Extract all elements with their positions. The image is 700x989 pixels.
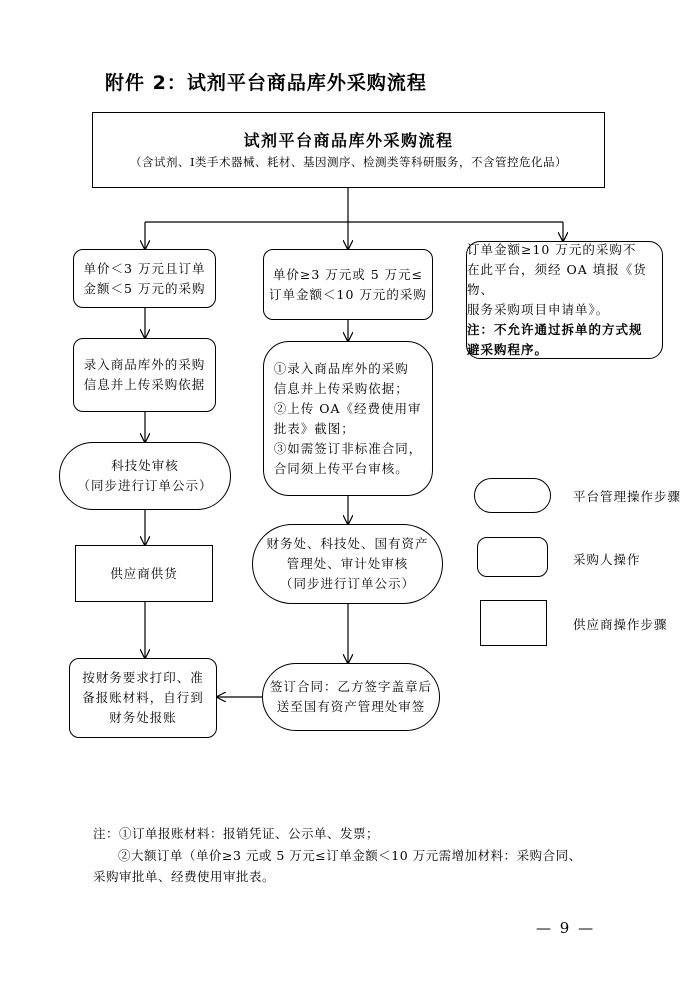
note-line-1: 注：①订单报账材料：报销凭证、公示单、发票； [93, 826, 380, 841]
legend-stadium-shape [474, 478, 551, 513]
left-condition-box [73, 249, 216, 308]
text-line: （同步进行订单公示） [279, 576, 415, 591]
flow-title: 试剂平台商品库外采购流程 [243, 131, 454, 150]
left-step-supplier [75, 545, 213, 602]
legend-label-platform: 平台管理操作步骤 [573, 489, 682, 504]
warning-line: 避采购程序。 [467, 342, 549, 357]
text-line: 录入商品库外的采购 [83, 357, 206, 372]
legend-label-supplier: 供应商操作步骤 [573, 617, 668, 632]
text-line: 信息并上传采购依据 [83, 377, 206, 392]
legend-label-purchaser: 采购人操作 [573, 552, 641, 567]
text-line: 服务采购项目申请单》。 [467, 302, 610, 317]
text-line: 订单金额≥10 万元的采购不 [467, 242, 637, 257]
mid-condition-box [263, 249, 433, 320]
text-line: ①录入商品库外的采购 [273, 360, 409, 376]
text-line: 在此平台，须经 OA 填报《货物、 [467, 262, 647, 297]
note-line-3: 采购审批单、经费使用审批表。 [93, 869, 276, 884]
warning-line: 注：不允许通过拆单的方式规 [467, 322, 643, 337]
text-line: ③如需签订非标准合同， [273, 440, 423, 456]
text-line: 合同须上传平台审核。 [273, 460, 409, 476]
left-step-reimburse [69, 658, 217, 738]
text-line: 送至国有资产管理处审签 [276, 699, 426, 714]
text-line: 签订合同：乙方签字盖章后 [269, 679, 432, 694]
mid-step-review [252, 524, 443, 604]
flow-title-box [92, 112, 605, 188]
text-line: 按财务要求打印、准 [82, 670, 204, 685]
left-step-review [59, 442, 231, 510]
text-line: 单价≥3 万元或 5 万元≤ [272, 266, 424, 282]
text-line: 信息并上传采购依据； [273, 380, 409, 396]
text-line: ②上传 OA《经费使用审 [273, 400, 422, 416]
text-line: 财务处、科技处、国有资产 [266, 536, 429, 551]
text-line: 订单金额＜10 万元的采购 [269, 286, 427, 302]
text-line: （同步进行订单公示） [77, 478, 213, 493]
note-line-2: ②大额订单（单价≥3 元或 5 万元≤订单金额＜10 万元需增加材料：采购合同、 [118, 848, 582, 863]
text-line: 备报账材料，自行到 [82, 690, 204, 705]
legend-rounded-shape [477, 537, 548, 577]
mid-step-record [263, 341, 433, 496]
text-line: 批表》截图； [273, 420, 355, 436]
right-condition-box [466, 241, 663, 359]
legend-rect-shape [480, 600, 547, 646]
text-line: 管理处、审计处审核 [286, 556, 409, 571]
text-line: 单价＜3 万元且订单 [83, 260, 206, 276]
text-line: 科技处审核 [111, 458, 179, 473]
text-line: 金额＜5 万元的采购 [83, 280, 206, 296]
page-number: — 9 — [536, 919, 596, 937]
text-line: 供应商供货 [110, 565, 178, 581]
text-line: 财务处报账 [109, 710, 177, 725]
mid-step-contract [262, 663, 440, 731]
left-step-record [73, 338, 216, 412]
page-heading: 附件 2：试剂平台商品库外采购流程 [105, 72, 427, 94]
flow-subtitle: （含试剂、Ⅰ类手术器械、耗材、基因测序、检测类等科研服务，不含管控危化品） [129, 155, 568, 169]
